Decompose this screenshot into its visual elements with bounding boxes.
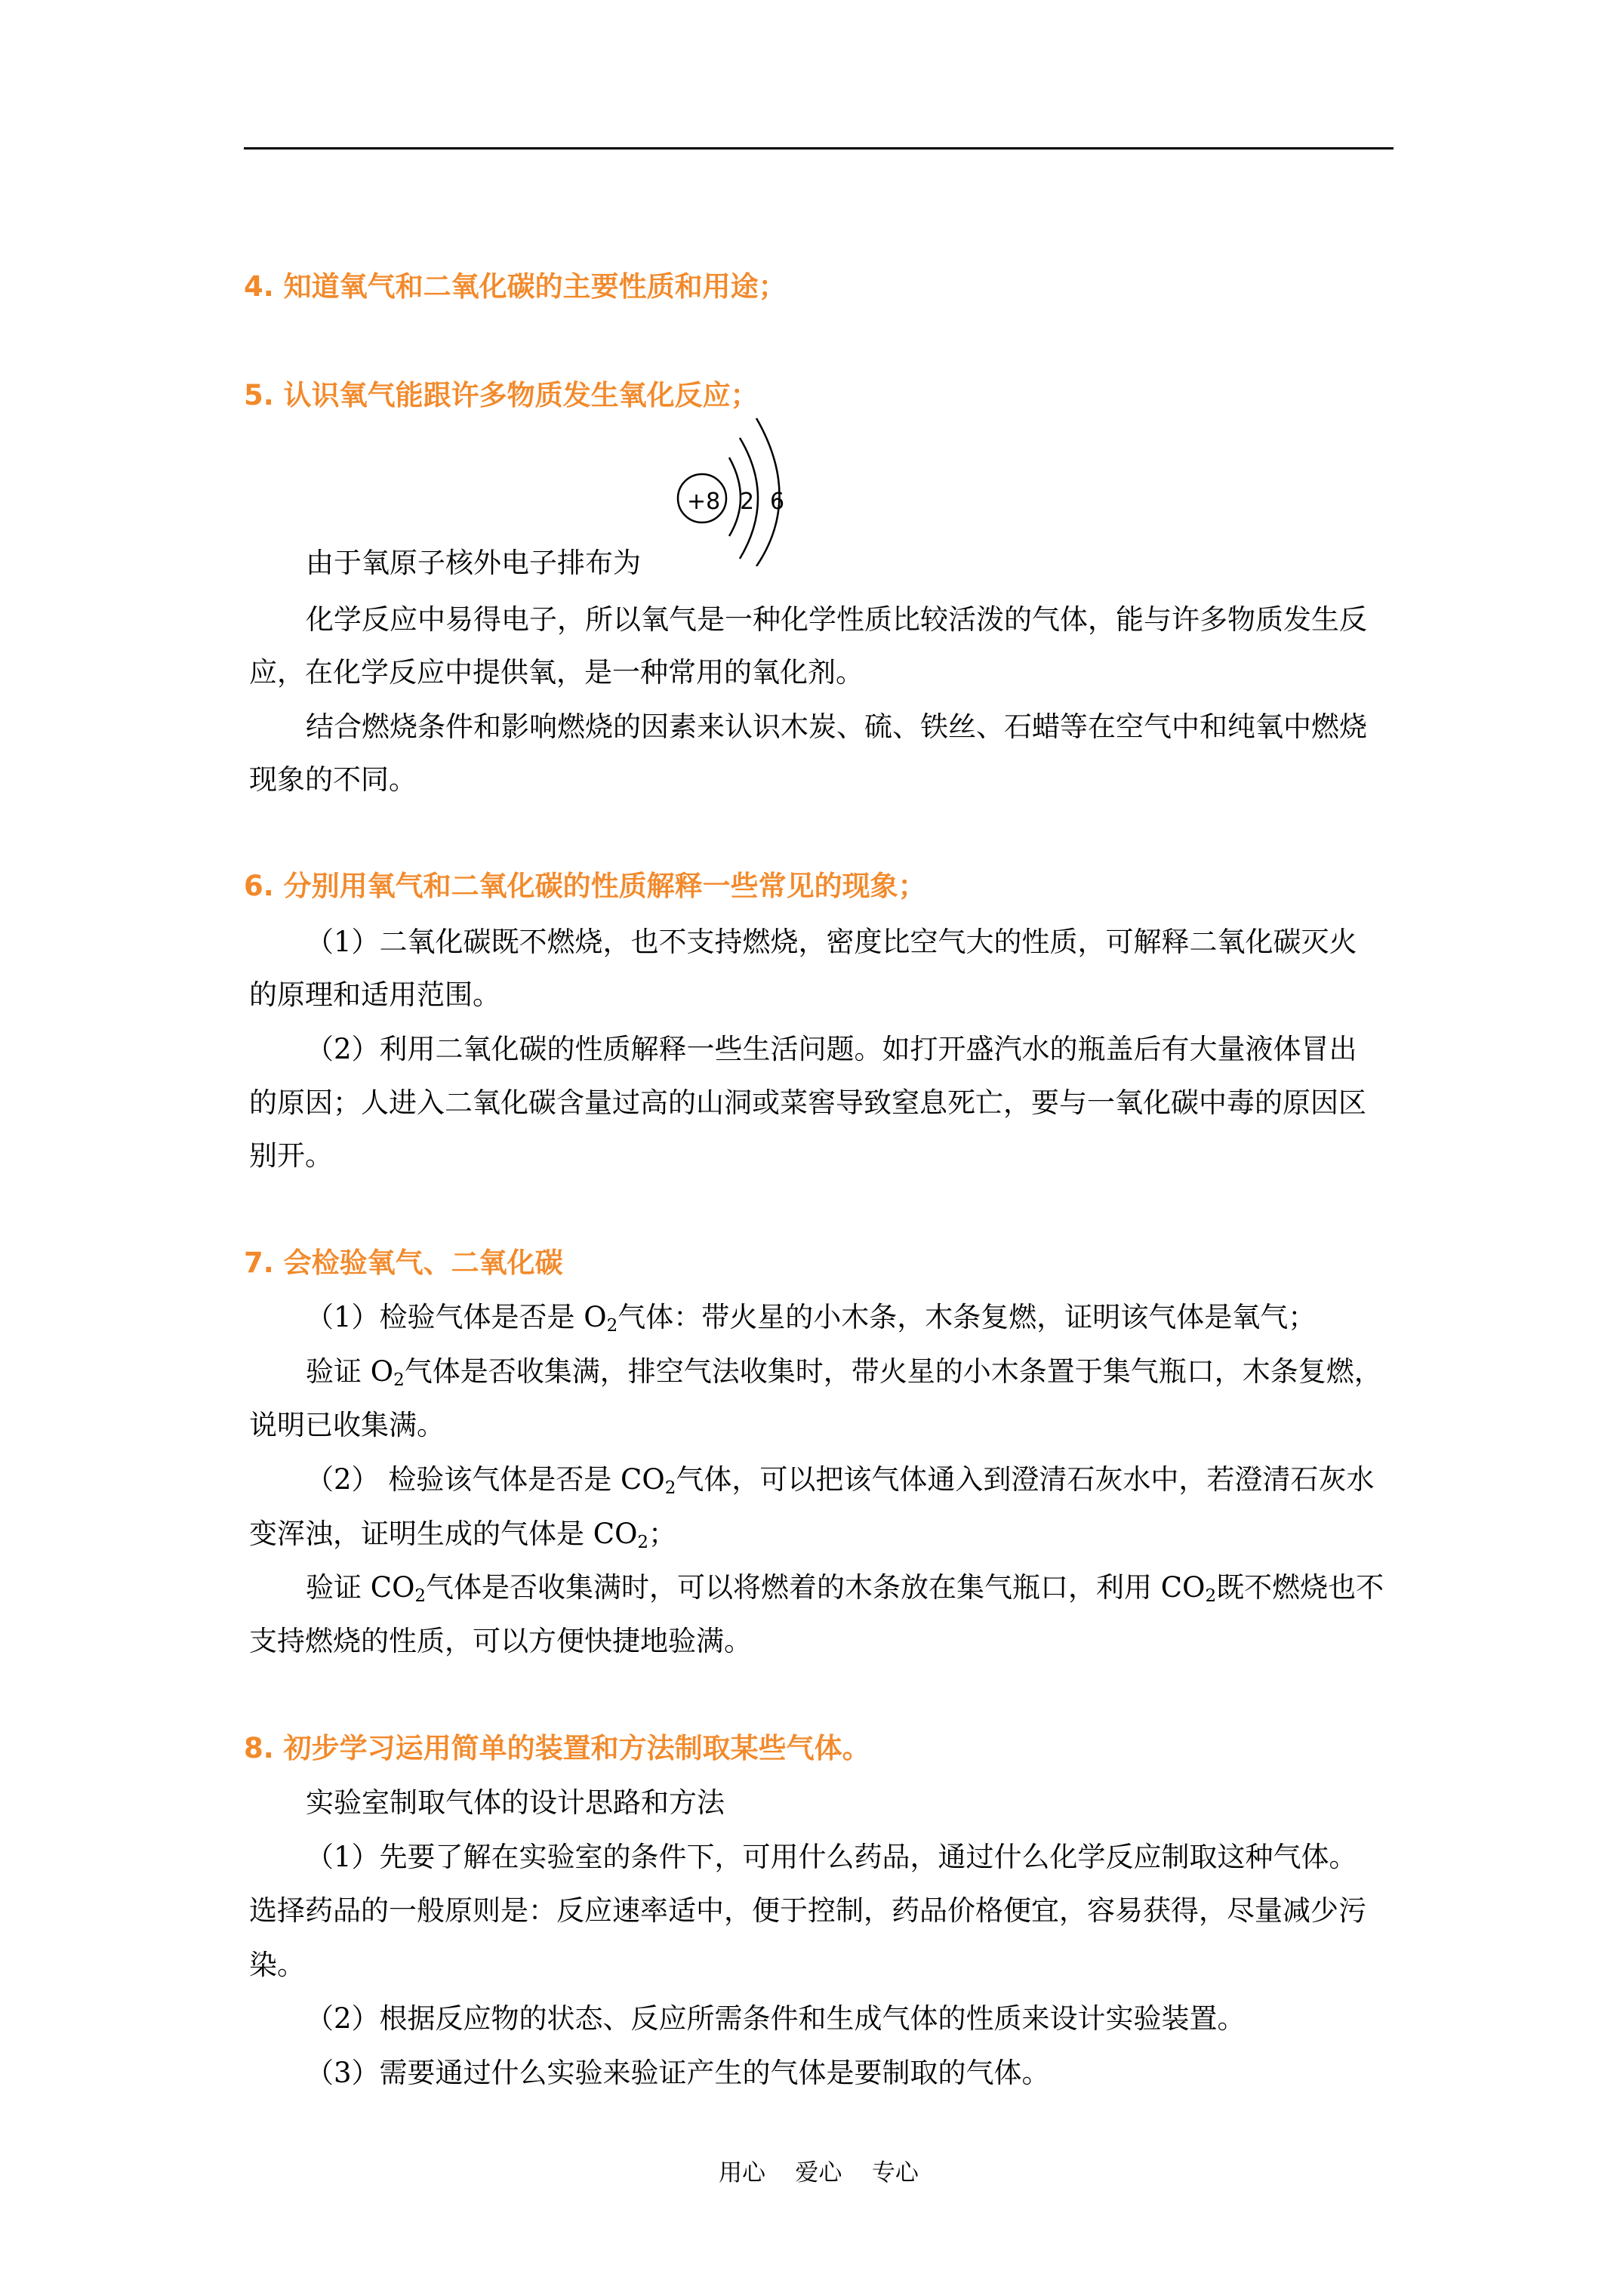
para-8a: 实验室制取气体的设计思路和方法 bbox=[306, 1786, 725, 1819]
page-footer: 用心 爱心 专心 bbox=[719, 2159, 919, 2187]
atom-nucleus-label: +8 bbox=[687, 488, 721, 515]
heading-5: 5. 认识氧气能跟许多物质发生氧化反应； bbox=[244, 379, 759, 411]
para-6b-line2: 的原因；人进入二氧化碳含量过高的山洞或菜窖导致窒息死亡，要与一氧化碳中毒的原因区 bbox=[249, 1086, 1366, 1119]
heading-8: 8. 初步学习运用简单的装置和方法制取某些气体。 bbox=[244, 1732, 870, 1764]
para-8b-line2: 选择药品的一般原则是：反应速率适中，便于控制，药品价格便宜，容易获得，尽量减少污 bbox=[249, 1894, 1366, 1927]
para-6a-line2: 的原理和适用范围。 bbox=[249, 978, 500, 1011]
atom-shell2-label: 6 bbox=[770, 488, 785, 515]
para-7d: （2） 检验该气体是否是 $CO_2$气体，可以把该气体通入到澄清石灰水中，若澄清石灰水 bbox=[306, 1463, 1375, 1498]
para-7b: 验证 $O_2$气体是否收集满，排空气法收集时，带火星的小木条置于集气瓶口，木条复燃， bbox=[306, 1355, 1382, 1390]
heading-6: 6. 分别用氧气和二氧化碳的性质解释一些常见的现象； bbox=[244, 870, 926, 902]
para-5a: 由于氧原子核外电子排布为 bbox=[306, 547, 641, 579]
para-8d: （3）需要通过什么实验来验证产生的气体是要制取的气体。 bbox=[306, 2057, 1050, 2089]
para-5c-line1: 结合燃烧条件和影响燃烧的因素来认识木炭、硫、铁丝、石蜡等在空气中和纯氧中燃烧 bbox=[306, 710, 1367, 743]
para-7c: 说明已收集满。 bbox=[249, 1409, 445, 1441]
para-7f: 验证 $CO_2$气体是否收集满时，可以将燃着的木条放在集气瓶口，利用 $CO_2$既不燃烧也不 bbox=[306, 1571, 1384, 1606]
para-5c-line2: 现象的不同。 bbox=[249, 763, 417, 796]
para-6a-line1: （1）二氧化碳既不燃烧，也不支持燃烧，密度比空气大的性质，可解释二氧化碳灭火 bbox=[306, 926, 1357, 958]
para-8c: （2）根据反应物的状态、反应所需条件和生成气体的性质来设计实验装置。 bbox=[306, 2002, 1246, 2035]
para-5b-line1: 化学反应中易得电子，所以氧气是一种化学性质比较活泼的气体，能与许多物质发生反 bbox=[306, 603, 1367, 636]
oxygen-atom-diagram bbox=[670, 415, 791, 566]
para-8b-line3: 染。 bbox=[249, 1949, 305, 1981]
para-7e: 变浑浊，证明生成的气体是 $CO_2$； bbox=[249, 1518, 677, 1552]
para-6b-line1: （2）利用二氧化碳的性质解释一些生活问题。如打开盛汽水的瓶盖后有大量液体冒出 bbox=[306, 1033, 1357, 1065]
heading-7: 7. 会检验氧气、二氧化碳 bbox=[244, 1247, 563, 1279]
heading-4: 4. 知道氧气和二氧化碳的主要性质和用途； bbox=[244, 270, 787, 303]
para-7a: （1）检验气体是否是 $O_2$气体：带火星的小木条，木条复燃，证明该气体是氧气； bbox=[306, 1301, 1317, 1336]
header-rule bbox=[244, 147, 1394, 149]
atom-shell1-label: 2 bbox=[740, 488, 755, 515]
para-6b-line3: 别开。 bbox=[249, 1139, 333, 1172]
para-5b-line2: 应，在化学反应中提供氧，是一种常用的氧化剂。 bbox=[249, 656, 864, 689]
para-7g: 支持燃烧的性质，可以方便快捷地验满。 bbox=[249, 1625, 752, 1657]
para-8b-line1: （1）先要了解在实验室的条件下，可用什么药品，通过什么化学反应制取这种气体。 bbox=[306, 1841, 1357, 1873]
